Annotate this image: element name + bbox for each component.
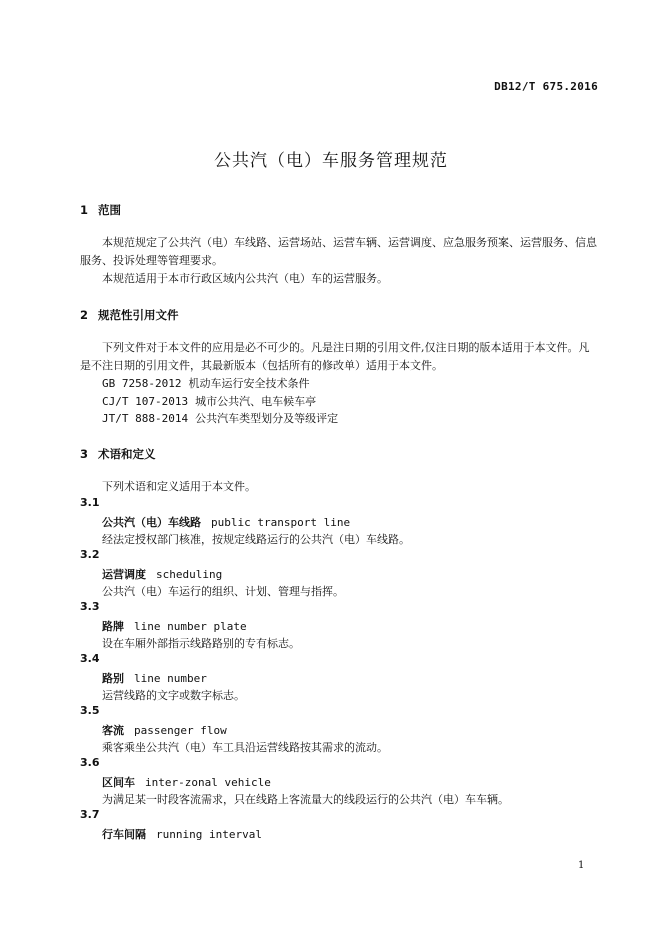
term-entry xyxy=(102,618,247,634)
term-name-en: line number xyxy=(134,672,207,685)
scope-paragraph-1: 本规范规定了公共汽（电）车线路、运营场站、运营车辆、运营调度、应急服务预案、运营服务、信息服务、投诉处理等管理要求。 xyxy=(80,236,597,267)
section-title: 术语和定义 xyxy=(98,447,156,461)
term-name-en: passenger flow xyxy=(134,724,227,737)
section-heading-1 xyxy=(80,202,121,218)
term-definition: 经法定授权部门核准，按规定线路运行的公共汽（电）车线路。 xyxy=(102,533,410,546)
term-entry xyxy=(102,670,207,686)
term-name-zh: 客流 xyxy=(102,724,124,737)
standard-code: DB12/T 675.2016 xyxy=(494,80,598,93)
term-definition: 乘客乘坐公共汽（电）车工具沿运营线路按其需求的流动。 xyxy=(102,741,388,754)
document-title: 公共汽（电）车服务管理规范 xyxy=(214,151,448,171)
term-definition: 为满足某一时段客流需求，只在线路上客流量大的线段运行的公共汽（电）车车辆。 xyxy=(102,793,509,806)
reference-code: JT/T 888-2014 xyxy=(102,412,189,425)
reference-title: 城市公共汽、电车候车亭 xyxy=(195,395,317,408)
section-heading-3 xyxy=(80,446,156,462)
scope-paragraph-2: 本规范适用于本市行政区域内公共汽（电）车的运营服务。 xyxy=(102,272,388,285)
term-number: 3.3 xyxy=(80,600,100,613)
section-number: 1 xyxy=(80,203,89,217)
term-definition: 运营线路的文字或数字标志。 xyxy=(102,689,245,702)
reference-code: GB 7258-2012 xyxy=(102,377,182,390)
term-name-zh: 路牌 xyxy=(102,620,124,633)
term-name-en: scheduling xyxy=(156,568,223,581)
term-name-zh: 路别 xyxy=(102,672,124,685)
term-entry xyxy=(102,722,227,738)
term-number: 3.2 xyxy=(80,548,100,561)
term-number: 3.5 xyxy=(80,704,100,717)
section-title: 范围 xyxy=(98,203,121,217)
section-number: 3 xyxy=(80,447,89,461)
reference-item xyxy=(102,393,316,409)
term-name-zh: 公共汽（电）车线路 xyxy=(102,516,201,529)
page-number: 1 xyxy=(578,860,585,871)
term-name-en: line number plate xyxy=(134,620,247,633)
terms-intro: 下列术语和定义适用于本文件。 xyxy=(102,480,256,493)
term-entry xyxy=(102,514,350,530)
term-entry xyxy=(102,826,262,842)
section-heading-2 xyxy=(80,307,179,323)
term-number: 3.6 xyxy=(80,756,100,769)
term-number: 3.1 xyxy=(80,496,100,509)
term-name-zh: 行车间隔 xyxy=(102,828,146,841)
term-number: 3.4 xyxy=(80,652,100,665)
term-name-en: public transport line xyxy=(211,516,351,529)
reference-title: 机动车运行安全技术条件 xyxy=(188,377,310,390)
term-name-en: inter-zonal vehicle xyxy=(145,776,271,789)
reference-code: CJ/T 107-2013 xyxy=(102,395,189,408)
term-number: 3.7 xyxy=(80,808,100,821)
term-name-zh: 区间车 xyxy=(102,776,135,789)
term-entry xyxy=(102,774,271,790)
section-number: 2 xyxy=(80,308,89,322)
reference-item xyxy=(102,410,338,426)
term-name-en: running interval xyxy=(156,828,262,841)
term-definition: 设在车厢外部指示线路路别的专有标志。 xyxy=(102,637,300,650)
term-name-zh: 运营调度 xyxy=(102,568,146,581)
term-entry xyxy=(102,566,222,582)
references-paragraph: 下列文件对于本文件的应用是必不可少的。凡是注日期的引用文件,仅注日期的版本适用于本文件。凡是不注日期的引用文件，其最新版本（包括所有的修改单）适用于本文件。 xyxy=(80,341,590,372)
reference-title: 公共汽车类型划分及等级评定 xyxy=(195,412,339,425)
reference-item xyxy=(102,375,309,391)
term-definition: 公共汽（电）车运行的组织、计划、管理与指挥。 xyxy=(102,585,344,598)
section-title: 规范性引用文件 xyxy=(98,308,179,322)
